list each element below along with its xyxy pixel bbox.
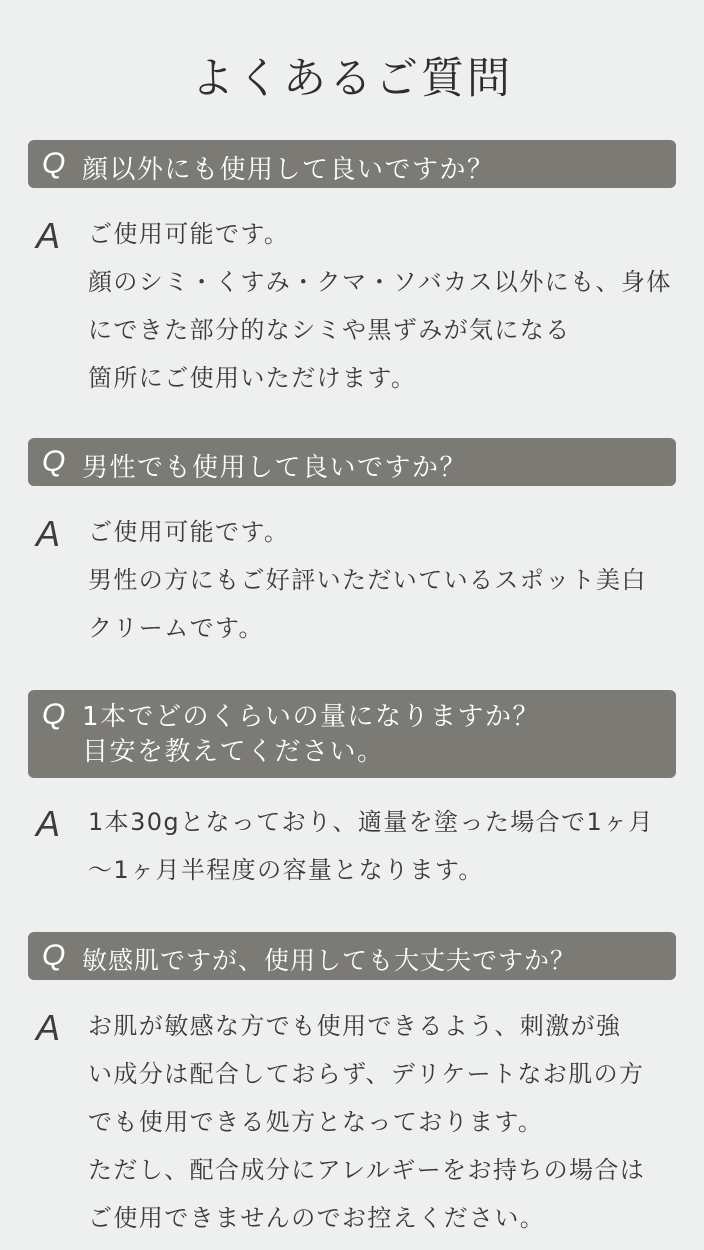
answer-line: ご使用可能です。 [88, 220, 290, 248]
faq-item-4 [28, 932, 676, 1242]
question-bar [28, 140, 676, 188]
answer-line: でも使用できる処方となっております。 [88, 1108, 544, 1136]
question-mark: Q [42, 147, 66, 180]
question-bar [28, 932, 676, 980]
answer-line: 1本30gとなっており、適量を塗った場合で1ヶ月 [88, 808, 654, 836]
answer-mark: A [36, 1007, 61, 1048]
answer-text [88, 1002, 645, 1242]
answer-text [88, 508, 647, 652]
faq-item-2 [28, 438, 676, 652]
faq-item-1 [28, 140, 676, 402]
question-text [82, 447, 467, 484]
answer-line: クリームです。 [88, 614, 264, 642]
answer-line: 〜1ヶ月半程度の容量となります。 [88, 856, 484, 884]
question-line: 敏感肌ですが、使用しても大丈夫ですか？ [82, 946, 577, 975]
answer-line: ただし、配合成分にアレルギーをお持ちの場合は [88, 1156, 646, 1184]
page-title: よくあるご質問 [191, 54, 513, 104]
answer-line: にできた部分的なシミや黒ずみが気になる [88, 316, 571, 344]
answer-line: ご使用可能です。 [88, 518, 290, 546]
question-text [82, 700, 540, 770]
question-text [82, 149, 495, 186]
answer-block [28, 508, 676, 652]
answer-block [28, 1002, 676, 1242]
answer-text [88, 210, 672, 402]
question-mark: Q [42, 698, 66, 731]
faq-item-3 [28, 690, 676, 894]
question-bar [28, 690, 676, 778]
question-line: 1本でどのくらいの量になりますか？ [82, 702, 541, 732]
answer-line: ご使用できませんのでお控えください。 [88, 1204, 546, 1232]
answer-mark: A [36, 215, 61, 256]
answer-line: 男性の方にもご好評いただいているスポット美白 [88, 566, 647, 594]
question-line: 顔以外にも使用して良いですか？ [82, 155, 495, 185]
question-line: 男性でも使用して良いですか？ [82, 453, 468, 483]
answer-mark: A [36, 513, 61, 554]
question-mark: Q [42, 445, 66, 478]
question-text [82, 941, 576, 977]
answer-block [28, 210, 676, 402]
question-line: 目安を教えてください。 [82, 737, 385, 767]
answer-text [88, 798, 654, 894]
answer-block [28, 798, 676, 894]
answer-line: い成分は配合しておらず、デリケートなお肌の方 [88, 1060, 645, 1088]
answer-line: お肌が敏感な方でも使用できるよう、刺激が強 [88, 1012, 622, 1040]
question-bar [28, 438, 676, 486]
answer-line: 箇所にご使用いただけます。 [88, 364, 417, 392]
question-mark: Q [42, 939, 66, 972]
answer-mark: A [36, 803, 61, 844]
answer-line: 顔のシミ・くすみ・クマ・ソバカス以外にも、身体 [88, 268, 672, 296]
